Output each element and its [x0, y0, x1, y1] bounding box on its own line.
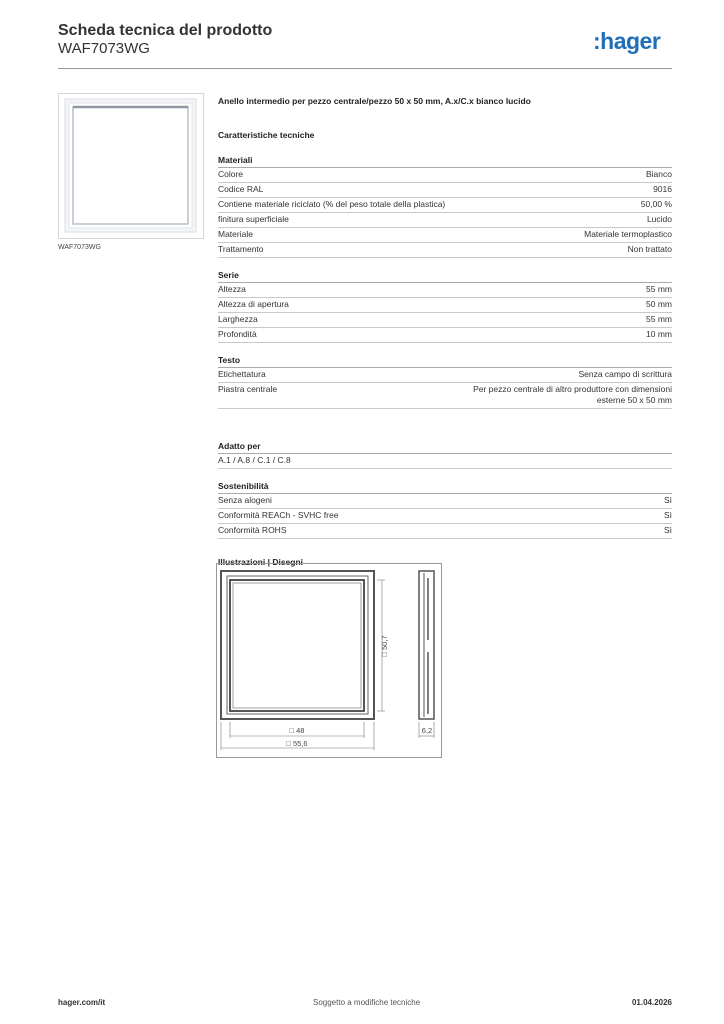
spec-label: Materiale: [218, 229, 253, 239]
spec-value: Sì: [663, 510, 672, 520]
spec-value: Per pezzo centrale di altro produttore con dimensioni esterne 50 x 50 mm: [473, 384, 672, 405]
doc-title: Scheda tecnica del prodotto: [58, 22, 273, 39]
section-serie-title: Serie: [218, 269, 672, 283]
spec-value: Bianco: [646, 169, 672, 179]
spec-row: [218, 454, 672, 469]
spec-label: Conformità ROHS: [218, 525, 287, 535]
spec-label: Larghezza: [218, 314, 258, 324]
illustrations-title: Illustrazioni | Disegni: [218, 557, 304, 567]
drawing-svg: [217, 564, 441, 757]
spec-row: [218, 243, 672, 258]
section-testo-title: Testo: [218, 354, 672, 368]
product-description: Anello intermedio per pezzo centrale/pezzo 50 x 50 mm, A.x/C.x bianco lucido: [218, 96, 531, 106]
spec-row: [218, 524, 672, 539]
spec-label: Codice RAL: [218, 184, 264, 194]
spec-value: Non trattato: [627, 244, 672, 254]
spec-label: finitura superficiale: [218, 214, 289, 224]
spec-row: [218, 213, 672, 228]
footer-date: 01.04.2026: [631, 998, 672, 1007]
footer-website[interactable]: hager.com/it: [58, 998, 106, 1007]
spec-row: [218, 168, 672, 183]
header-divider: [58, 68, 672, 69]
spec-value: 50,00 %: [640, 199, 672, 209]
spec-label: Conformità REACh - SVHC free: [218, 510, 339, 520]
spec-row: [218, 328, 672, 343]
product-image: [58, 93, 204, 239]
spec-label: Piastra centrale: [218, 384, 278, 394]
spec-row: [218, 298, 672, 313]
spec-row: [218, 383, 672, 409]
spec-label: Altezza di apertura: [218, 299, 289, 309]
spec-row: [218, 313, 672, 328]
spec-value: Lucido: [646, 214, 672, 224]
spec-value: Senza campo di scrittura: [578, 369, 672, 379]
characteristics-title: Caratteristiche tecniche: [218, 130, 315, 140]
section-adatto-title: Adatto per: [218, 440, 672, 454]
spec-label: Trattamento: [218, 244, 264, 254]
spec-row: [218, 509, 672, 524]
product-image-caption: WAF7073WG: [58, 244, 101, 251]
dim-height: □ 50,7: [380, 635, 389, 657]
spec-row: [218, 198, 672, 213]
spec-value: Sì: [663, 525, 672, 535]
hager-logo: :hager: [593, 28, 661, 54]
dim-depth: 6,2: [421, 726, 433, 735]
spec-label: Altezza: [218, 284, 246, 294]
frame-photo: [59, 94, 203, 238]
spec-value: 55 mm: [646, 314, 672, 324]
spec-value: Sì: [663, 495, 672, 505]
section-sostenibilita-title: Sostenibilità: [218, 480, 672, 494]
spec-row: [218, 368, 672, 383]
spec-row: [218, 228, 672, 243]
footer-note: Soggetto a modifiche tecniche: [313, 998, 421, 1007]
product-code: WAF7073WG: [58, 40, 150, 57]
dim-inner-width: □ 48: [289, 726, 305, 735]
technical-drawing: [216, 563, 442, 758]
spec-label: Profondità: [218, 329, 257, 339]
spec-row: [218, 183, 672, 198]
spec-value: 50 mm: [646, 299, 672, 309]
spec-row: [218, 283, 672, 298]
spec-label: Colore: [218, 169, 244, 179]
spec-value: Materiale termoplastico: [584, 229, 672, 239]
spec-value: 10 mm: [646, 329, 672, 339]
dim-outer-width: □ 55,6: [286, 739, 308, 748]
section-materiali-title: Materiali: [218, 154, 672, 168]
spec-label: A.1 / A.8 / C.1 / C.8: [218, 455, 291, 465]
spec-value: 55 mm: [646, 284, 672, 294]
spec-label: Etichettatura: [218, 369, 266, 379]
spec-value: 9016: [653, 184, 672, 194]
spec-label: Contiene materiale riciclato (% del peso totale della plastica): [218, 199, 446, 209]
spec-row: [218, 494, 672, 509]
spec-content: [218, 96, 672, 567]
spec-label: Senza alogeni: [218, 495, 272, 505]
